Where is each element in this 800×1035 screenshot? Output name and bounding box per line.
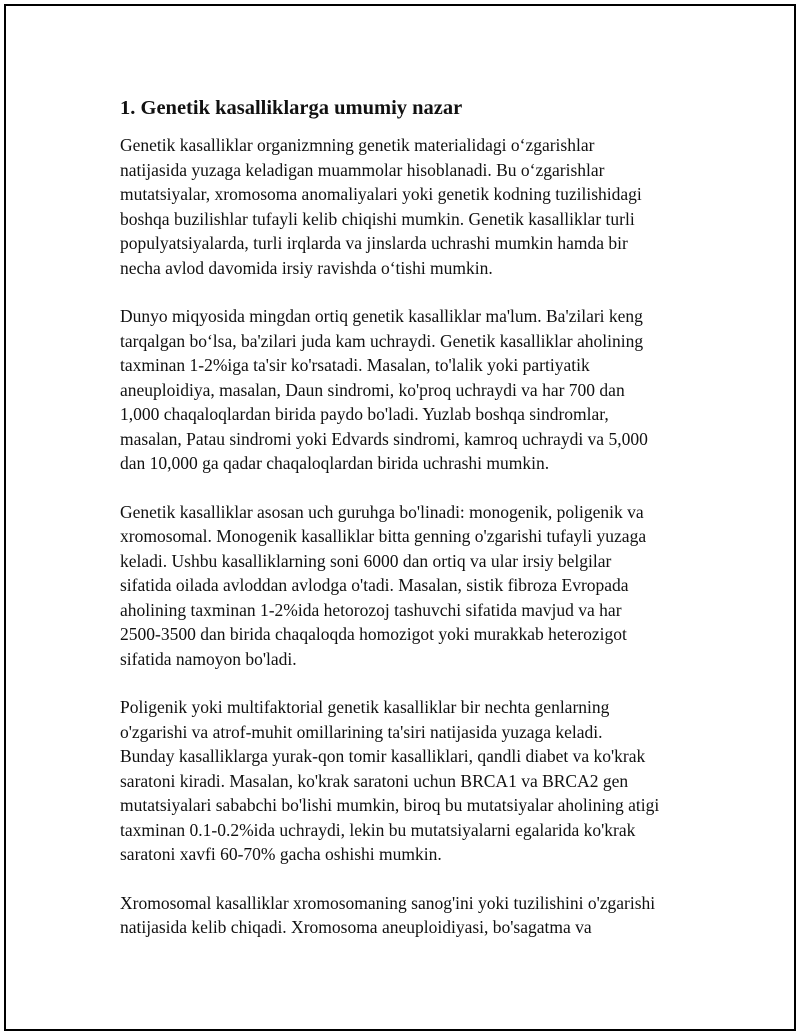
text-line: populyatsiyalarda, turli irqlarda va jinslarda uchrashi mumkin hamda bir (120, 233, 628, 253)
paragraph-prevalence (120, 304, 700, 476)
text-line: necha avlod davomida irsiy ravishda o‘tishi mumkin. (120, 257, 493, 278)
text-line: o'zgarishi va atrof-muhit omillarining ta'siri natijasida yuzaga keladi. (120, 721, 603, 742)
text-line: Xromosomal kasalliklar xromosomaning sanog'ini yoki tuzilishini o'zgarishi (120, 892, 656, 913)
text-line: taxminan 1-2%iga ta'sir ko'rsatadi. Masalan, to'lalik yoki partiyatik (120, 355, 590, 375)
text-line: aholining taxminan 1-2%ida hetorozoj tashuvchi sifatida mavjud va har (120, 599, 622, 620)
text-line: sifatida oilada avloddan avlodga o'tadi. Masalan, sistik fibroza Evropada (120, 575, 629, 595)
text-line: mutatsiyalari sababchi bo'lishi mumkin, biroq bu mutatsiyalar aholining atigi (120, 795, 660, 815)
paragraph-chromosomal (120, 891, 700, 940)
text-line: natijasida kelib chiqadi. Xromosoma aneuploidiyasi, bo'sagatma va (120, 917, 592, 937)
section-heading: 1. Genetik kasalliklarga umumiy nazar (120, 97, 463, 119)
text-line: saratoni xavfi 60-70% gacha oshishi mumkin. (120, 844, 442, 864)
text-line: keladi. Ushbu kasalliklarning soni 6000 dan ortiq va ular irsiy belgilar (120, 550, 612, 571)
text-line: 1,000 chaqaloqlardan birida paydo bo'ladi. Yuzlab boshqa sindromlar, (120, 404, 609, 424)
text-line: dan 10,000 ga qadar chaqaloqlardan birida uchrashi mumkin. (120, 453, 550, 473)
text-line: Genetik kasalliklar asosan uch guruhga bo'linadi: monogenik, poligenik va (120, 501, 644, 522)
text-line: natijasida yuzaga keladigan muammolar hisoblanadi. Bu o‘zgarishlar (120, 159, 605, 180)
paragraph-polygenic (120, 695, 700, 867)
text-line: tarqalgan bo‘lsa, ba'zilari juda kam uchraydi. Genetik kasalliklar aholining (120, 330, 644, 351)
text-line: masalan, Patau sindromi yoki Edvards sindromi, kamroq uchraydi va 5,000 (120, 428, 648, 449)
text-line: Bunday kasalliklarga yurak-qon tomir kasalliklari, qandli diabet va ko'krak (120, 746, 646, 766)
text-line: taxminan 0.1-0.2%ida uchraydi, lekin bu mutatsiyalarni egalarida ko'krak (120, 819, 636, 840)
document-body (120, 94, 700, 964)
paragraph-intro (120, 133, 700, 280)
text-line: xromosomal. Monogenik kasalliklar bitta genning o'zgarishi tufayli yuzaga (120, 526, 647, 546)
text-line: sifatida namoyon bo'ladi. (120, 648, 297, 669)
text-line: boshqa buzilishlar tufayli kelib chiqishi mumkin. Genetik kasalliklar turli (120, 208, 635, 229)
text-line: saratoni kiradi. Masalan, ko'krak saratoni uchun BRCA1 va BRCA2 gen (120, 770, 629, 791)
text-line: mutatsiyalar, xromosoma anomaliyalari yoki genetik kodning tuzilishidagi (120, 184, 642, 204)
text-line: Genetik kasalliklar organizmning genetik materialidagi o‘zgarishlar (120, 135, 595, 155)
text-line: 2500-3500 dan birida chaqaloqda homozigot yoki murakkab heterozigot (120, 624, 627, 644)
text-line: Dunyo miqyosida mingdan ortiq genetik kasalliklar ma'lum. Ba'zilari keng (120, 306, 643, 326)
text-line: aneuploidiya, masalan, Daun sindromi, ko'proq uchraydi va har 700 dan (120, 379, 625, 400)
text-line: Poligenik yoki multifaktorial genetik kasalliklar bir nechta genlarning (120, 697, 610, 717)
page-frame (4, 4, 796, 1031)
paragraph-classification (120, 500, 700, 672)
